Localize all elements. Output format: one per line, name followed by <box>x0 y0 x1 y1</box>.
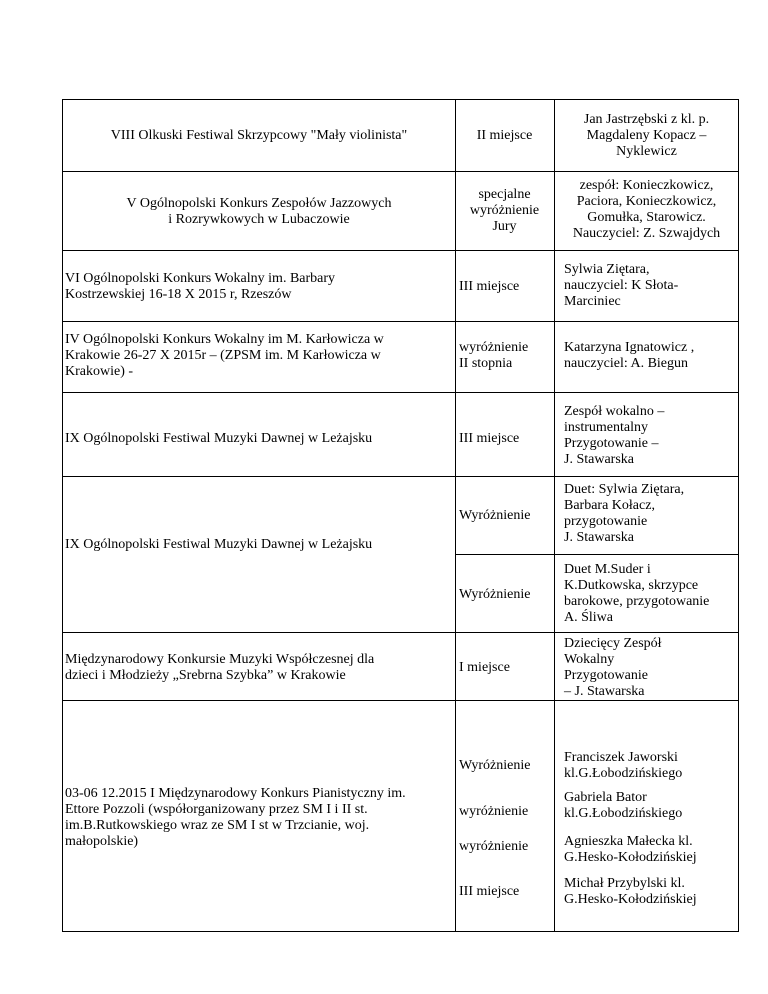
table-border-bottom <box>62 931 739 932</box>
result-cell: Wyróżnienie <box>459 508 531 523</box>
event-cell: IX Ogólnopolski Festiwal Muzyki Dawnej w Leżajsku <box>65 537 373 552</box>
participant-cell: Jan Jastrzębski z kl. p. Magdaleny Kopacz – Nyklewicz <box>583 112 710 159</box>
table-border-top <box>62 99 739 100</box>
event-cell: VI Ogólnopolski Konkurs Wokalny im. Barbary Kostrzewskiej 16-18 X 2015 r, Rzeszów <box>65 271 336 302</box>
row-separator <box>62 476 739 477</box>
event-cell: VIII Olkuski Festiwal Skrzypcowy "Mały violinista" <box>110 128 408 143</box>
result-cell: wyróżnienie II stopnia <box>459 340 529 371</box>
subrow-separator <box>455 554 739 555</box>
result-cell: I miejsce <box>459 660 510 675</box>
table-border-left <box>62 99 63 932</box>
row-separator <box>62 700 739 701</box>
column-separator <box>554 99 555 932</box>
event-cell: IX Ogólnopolski Festiwal Muzyki Dawnej w Leżajsku <box>65 431 373 446</box>
result-cell: wyróżnienie <box>459 839 529 854</box>
result-cell: wyróżnienie <box>459 804 529 819</box>
participant-cell: Franciszek Jaworski kl.G.Łobodzińskiego <box>564 750 683 781</box>
row-separator <box>62 392 739 393</box>
participant-cell: Duet M.Suder i K.Dutkowska, skrzypce barokowe, przygotowanie A. Śliwa <box>564 562 710 625</box>
row-separator <box>62 632 739 633</box>
event-cell: 03-06 12.2015 I Międzynarodowy Konkurs Pianistyczny im. Ettore Pozzoli (współorganizowany przez SM I i II st. im.B.Rutkowskiego wraz ze SM I st w Trzcianie, woj. małopolskie) <box>65 786 406 849</box>
participant-cell: Gabriela Bator kl.G.Łobodzińskiego <box>564 790 683 821</box>
result-cell: III miejsce <box>459 279 520 294</box>
table-border-right <box>738 99 739 932</box>
result-cell: Wyróżnienie <box>459 587 531 602</box>
row-separator <box>62 250 739 251</box>
result-cell: specjalne wyróżnienie Jury <box>469 187 540 234</box>
participant-cell: Agnieszka Małecka kl. G.Hesko-Kołodzińskiej <box>564 834 697 865</box>
result-cell: Wyróżnienie <box>459 758 531 773</box>
participant-cell: Duet: Sylwia Ziętara, Barbara Kołacz, przygotowanie J. Stawarska <box>564 482 685 545</box>
event-cell: Międzynarodowy Konkursie Muzyki Współczesnej dla dzieci i Młodzieży „Srebrna Szybka” w Krakowie <box>65 652 375 683</box>
participant-cell: zespół: Konieczkowicz, Paciora, Konieczkowicz, Gomułka, Starowicz. Nauczyciel: Z. Szwajdych <box>572 178 721 241</box>
participant-cell: Katarzyna Ignatowicz , nauczyciel: A. Biegun <box>564 340 695 371</box>
event-cell: V Ogólnopolski Konkurs Zespołów Jazzowych i Rozrywkowych w Lubaczowie <box>126 196 392 227</box>
participant-cell: Michał Przybylski kl. G.Hesko-Kołodzińskiej <box>564 876 697 907</box>
result-cell: III miejsce <box>459 431 520 446</box>
result-cell: II miejsce <box>476 128 533 143</box>
participant-cell: Zespół wokalno – instrumentalny Przygotowanie – J. Stawarska <box>564 404 665 467</box>
row-separator <box>62 171 739 172</box>
row-separator <box>62 321 739 322</box>
participant-cell: Dziecięcy Zespół Wokalny Przygotowanie – J. Stawarska <box>564 636 662 699</box>
result-cell: III miejsce <box>459 884 520 899</box>
participant-cell: Sylwia Ziętara, nauczyciel: K Słota- Marciniec <box>564 262 679 309</box>
event-cell: IV Ogólnopolski Konkurs Wokalny im M. Karłowicza w Krakowie 26-27 X 2015r – (ZPSM im. M Karłowicza w Krakowie) - <box>65 332 384 379</box>
